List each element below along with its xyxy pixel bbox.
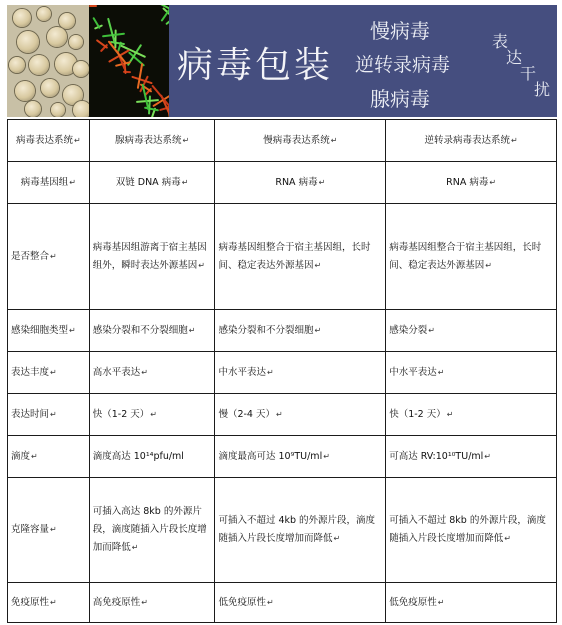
- virus-name-adenovirus: 腺病毒: [370, 87, 430, 111]
- table-row: [8, 310, 557, 352]
- table-cell: 高水平表达↵: [89, 352, 215, 394]
- table-row: [8, 583, 557, 623]
- table-cell: 中水平表达↵: [386, 352, 557, 394]
- row-label: 病毒基因组↵: [8, 162, 90, 204]
- table-cell: 病毒基因组游离于宿主基因组外，瞬时表达外源基因↵: [89, 204, 215, 310]
- comparison-table: [7, 119, 557, 623]
- table-cell: 高免疫原性↵: [89, 583, 215, 623]
- vertical-tagline: [490, 27, 550, 97]
- table-cell: 慢（2-4 天）↵: [215, 394, 386, 436]
- table-row: [8, 394, 557, 436]
- table-cell: 可插入不超过 8kb 的外源片段，滴度随插入片段长度增加而降低↵: [386, 478, 557, 583]
- row-label: 免疫原性↵: [8, 583, 90, 623]
- cell-blob: [9, 57, 25, 73]
- table-cell: 快（1-2 天）↵: [386, 394, 557, 436]
- cell-blob: [37, 7, 51, 21]
- header-cell: 病毒表达系统↵: [8, 120, 90, 162]
- table-cell: 病毒基因组整合于宿主基因组，长时间、稳定表达外源基因↵: [386, 204, 557, 310]
- table-cell: 病毒基因组整合于宿主基因组，长时间、稳定表达外源基因↵: [215, 204, 386, 310]
- cell-blob: [73, 101, 89, 117]
- table-cell: 滴度最高可达 10⁹TU/ml↵: [215, 436, 386, 478]
- header-cell: 慢病毒表达系统↵: [215, 120, 386, 162]
- tagline-char: 干: [520, 64, 537, 83]
- table-row: [8, 478, 557, 583]
- table-row: [8, 436, 557, 478]
- table-cell: 双链 DNA 病毒↵: [89, 162, 215, 204]
- cell-blob: [13, 9, 31, 27]
- fluorescent-cells-image: [89, 5, 169, 117]
- table-cell: 可插入不超过 4kb 的外源片段，滴度随插入片段长度增加而降低↵: [215, 478, 386, 583]
- tagline-char: 达: [506, 48, 523, 67]
- virus-name-lentivirus: 慢病毒: [370, 19, 430, 43]
- table-cell: 感染分裂和不分裂细胞↵: [215, 310, 386, 352]
- table-cell: 滴度高达 10¹⁴pfu/ml: [89, 436, 215, 478]
- cell-blob: [25, 101, 41, 117]
- table-cell: RNA 病毒↵: [215, 162, 386, 204]
- banner-title: 病毒包装: [177, 45, 334, 86]
- cell-blob: [51, 103, 65, 117]
- row-label: 感染细胞类型↵: [8, 310, 90, 352]
- table-row: [8, 352, 557, 394]
- table-cell: 感染分裂和不分裂细胞↵: [89, 310, 215, 352]
- cell-blob: [47, 27, 67, 47]
- tagline-char: 表: [492, 32, 509, 51]
- cell-blob: [29, 55, 49, 75]
- row-label: 是否整合↵: [8, 204, 90, 310]
- row-label: 滴度↵: [8, 436, 90, 478]
- table-cell: 可插入高达 8kb 的外源片段，滴度随插入片段长度增加而降低↵: [89, 478, 215, 583]
- table-cell: 可高达 RV:10¹⁰TU/ml↵: [386, 436, 557, 478]
- table-cell: 快（1-2 天）↵: [89, 394, 215, 436]
- tagline-char: 扰: [534, 80, 551, 99]
- virus-name-retrovirus: 逆转录病毒: [355, 54, 451, 76]
- cell-blob: [73, 61, 89, 77]
- table-cell: 低免疫原性↵: [215, 583, 386, 623]
- fluorescent-strand: [89, 5, 97, 7]
- table-header-row: [8, 120, 557, 162]
- header-cell: 腺病毒表达系统↵: [89, 120, 215, 162]
- table-cell: 中水平表达↵: [215, 352, 386, 394]
- table-row: [8, 162, 557, 204]
- yeast-cells-image: [7, 5, 89, 117]
- table-cell: 低免疫原性↵: [386, 583, 557, 623]
- cell-blob: [69, 35, 83, 49]
- row-label: 表达时间↵: [8, 394, 90, 436]
- row-label: 表达丰度↵: [8, 352, 90, 394]
- table-cell: RNA 病毒↵: [386, 162, 557, 204]
- table-cell: 感染分裂↵: [386, 310, 557, 352]
- cell-blob: [41, 79, 59, 97]
- banner: [7, 5, 557, 117]
- cell-blob: [17, 31, 39, 53]
- cell-blob: [59, 13, 75, 29]
- cell-blob: [15, 81, 35, 101]
- header-cell: 逆转录病毒表达系统↵: [386, 120, 557, 162]
- row-label: 克隆容量↵: [8, 478, 90, 583]
- table-row: [8, 204, 557, 310]
